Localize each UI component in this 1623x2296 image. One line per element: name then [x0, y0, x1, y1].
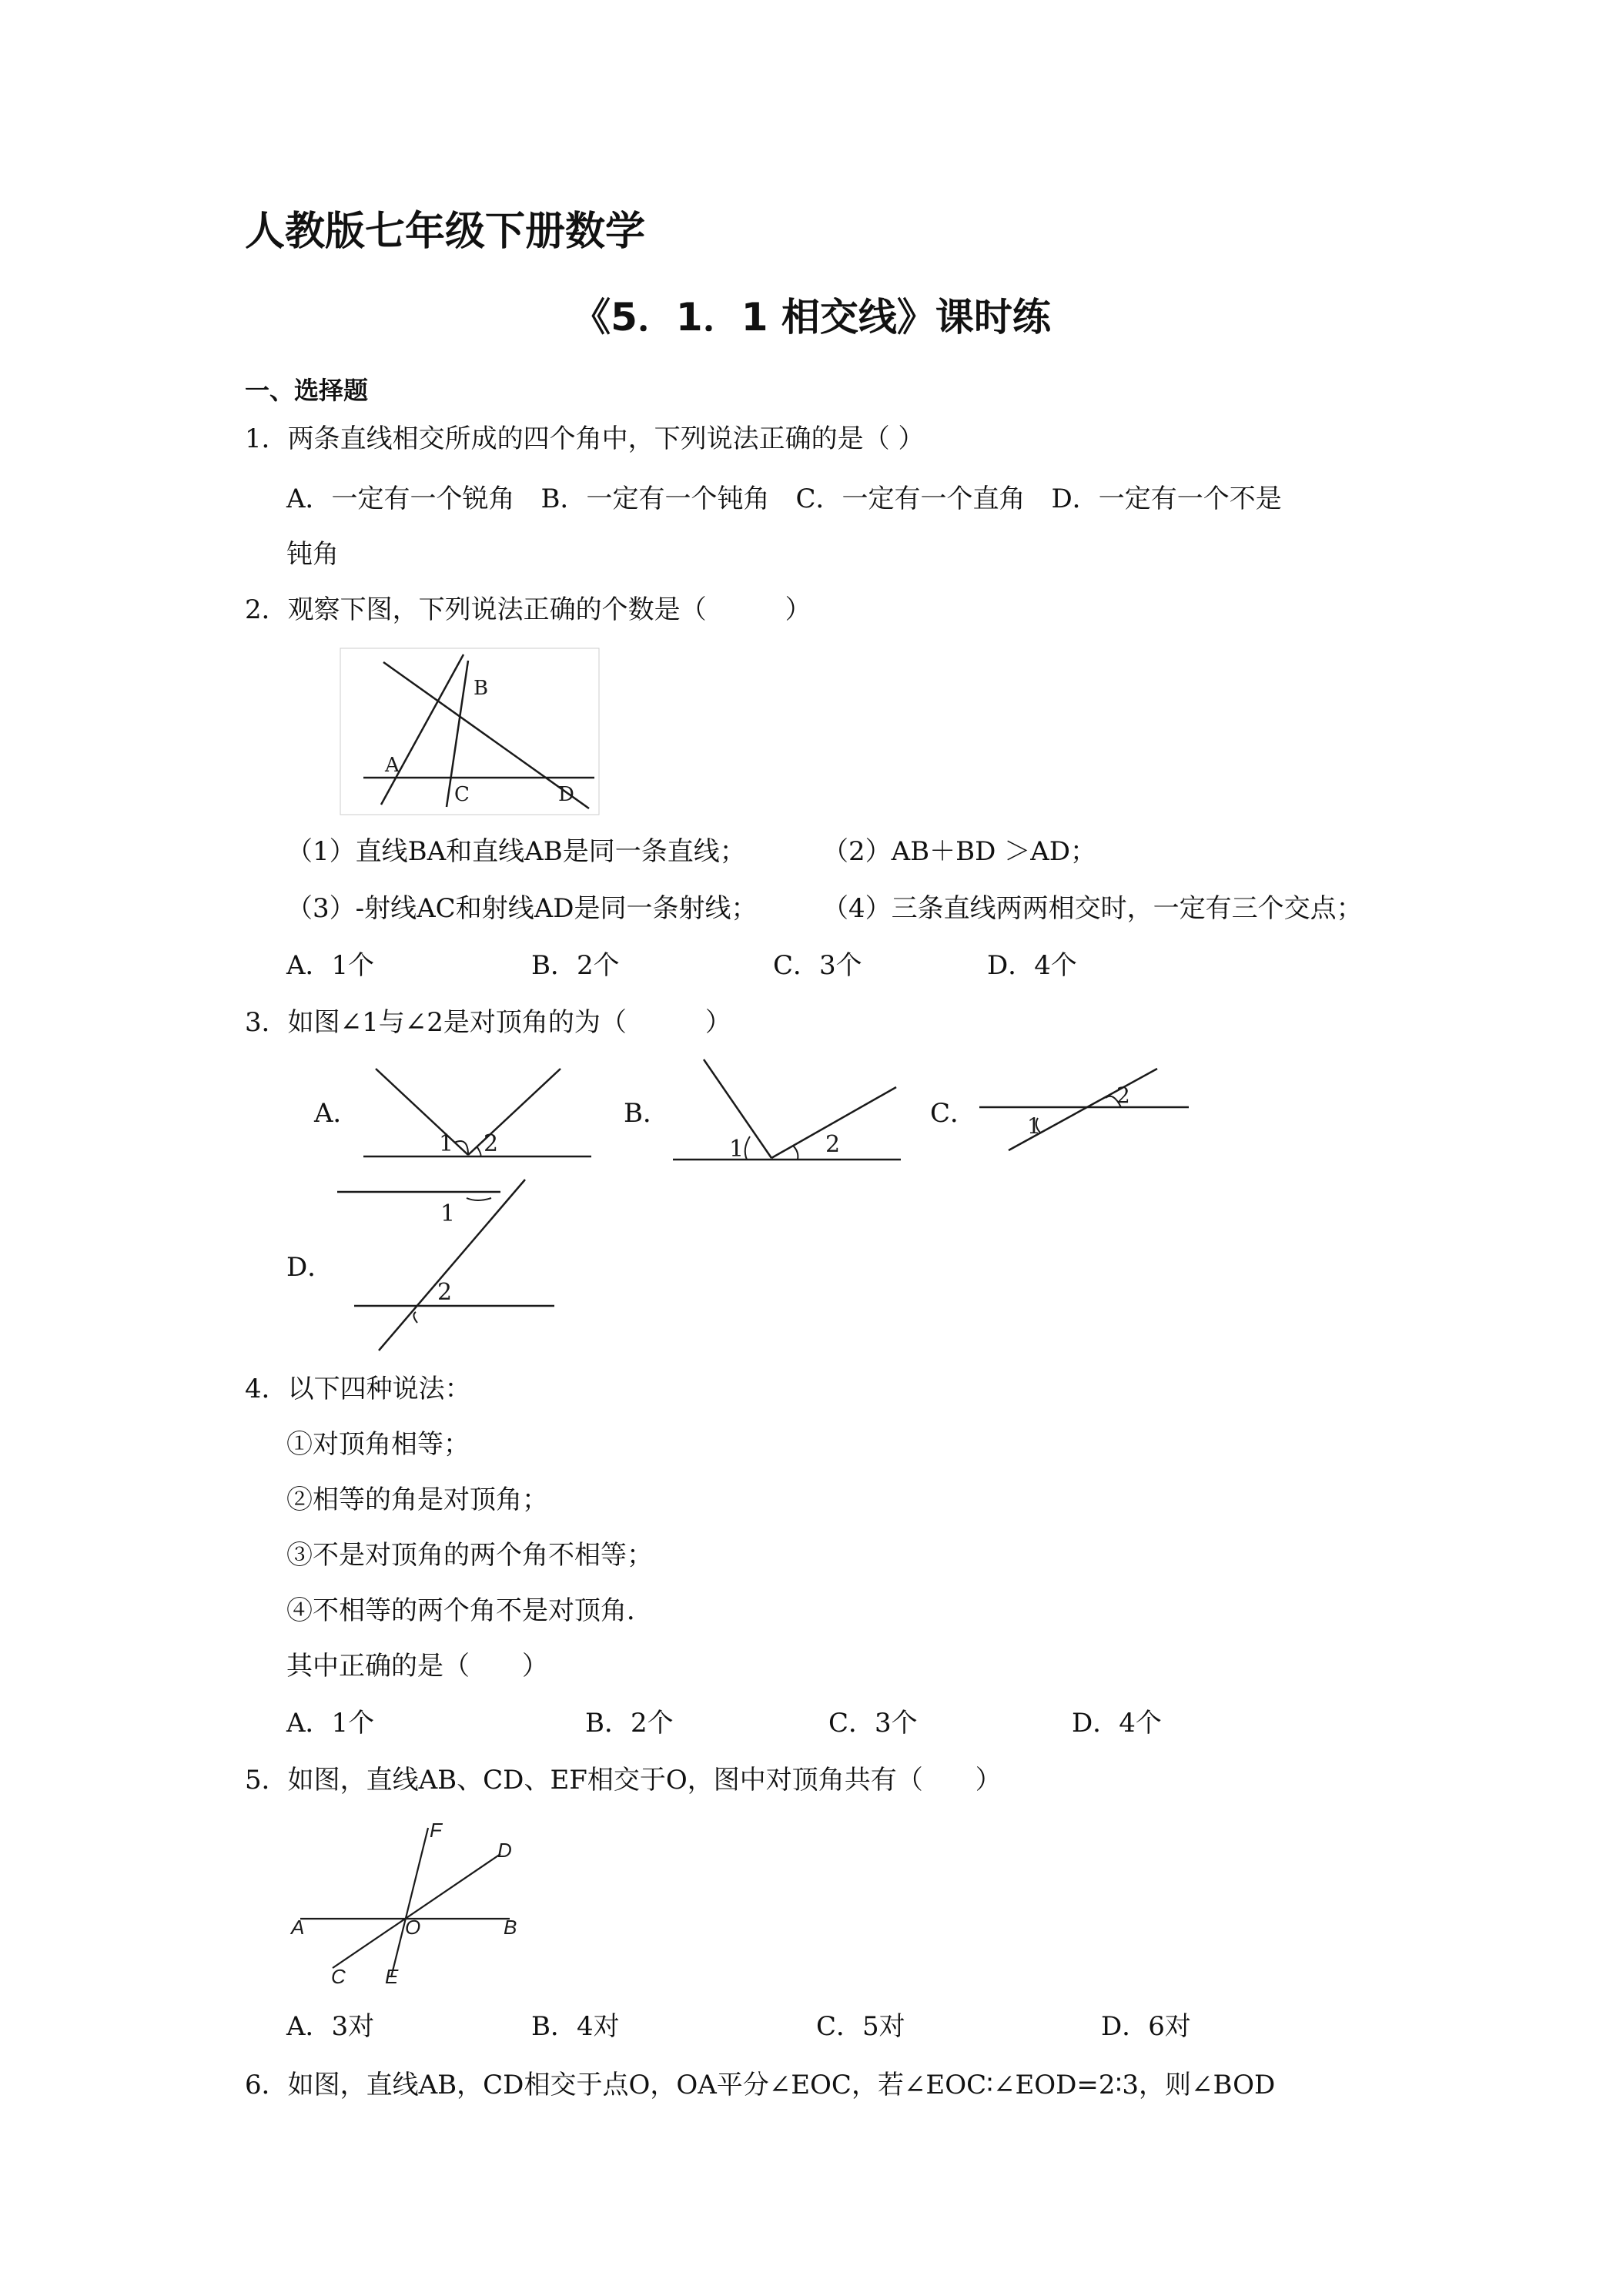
q3d-angle-2: 2	[437, 1279, 453, 1306]
q3b-angle-1: 1	[729, 1136, 745, 1163]
q2-stem: 2．观察下图，下列说法正确的个数是（ ）	[245, 594, 812, 625]
q6-stem: 6．如图，直线AB，CD相交于点O，OA平分∠EOC，若∠EOC∶∠EOD=2∶3，则∠BOD	[245, 2070, 1276, 2100]
q3d-angle-1: 1	[440, 1200, 456, 1227]
section-heading: 一、选择题	[245, 376, 369, 405]
document-subtitle: 人教版七年级下册数学	[245, 209, 646, 255]
q3-option-c-label: C．	[930, 1098, 977, 1129]
q2-option-a: A．1个	[286, 950, 375, 981]
q4-item-1: ①对顶角相等；	[286, 1429, 470, 1460]
q2-label-c: C	[454, 783, 470, 806]
q5-figure	[285, 1817, 531, 1986]
q4-option-a: A．1个	[286, 1708, 375, 1739]
q4-option-c: C．3个	[828, 1708, 918, 1739]
q2-label-d: D	[558, 783, 574, 806]
q3c-angle-2: 2	[1116, 1083, 1130, 1108]
q1-options: A．一定有一个锐角 B．一定有一个钝角 C．一定有一个直角 D．一定有一个不是	[286, 484, 1282, 514]
q4-item-2: ②相等的角是对顶角；	[286, 1484, 548, 1515]
q5-label-d: D	[497, 1839, 512, 1862]
q5-option-d: D．6对	[1101, 2011, 1191, 2042]
q5-option-c: C．5对	[816, 2011, 905, 2042]
q5-label-e: E	[385, 1965, 399, 1988]
q3-stem: 3．如图∠1与∠2是对顶角的为（ ）	[245, 1007, 731, 1038]
q2-label-b: B	[474, 677, 489, 700]
q3b-angle-2: 2	[825, 1131, 841, 1158]
q3-figure-b	[671, 1056, 902, 1172]
q1-options-wrap: 钝角	[286, 539, 339, 570]
q4-stem: 4．以下四种说法：	[245, 1374, 471, 1404]
q5-label-o: O	[405, 1916, 421, 1939]
q5-option-a: A．3对	[286, 2011, 375, 2042]
q3-option-b-label: B．	[624, 1098, 669, 1129]
q4-ask: 其中正确的是（ ）	[286, 1651, 548, 1682]
q3a-angle-2: 2	[484, 1130, 499, 1157]
q2-label-a: A	[385, 754, 400, 777]
q2-statement-2: （2）AB＋BD ＞AD；	[822, 836, 1097, 867]
q3a-angle-1: 1	[439, 1130, 454, 1157]
q3-figure-a	[362, 1063, 593, 1166]
q2-statement-3: （3）-射线AC和射线AD是同一条射线；	[286, 893, 758, 924]
q4-option-b: B．2个	[585, 1708, 674, 1739]
q2-figure	[339, 647, 601, 816]
q5-label-b: B	[504, 1916, 517, 1939]
q3-option-d-label: D．	[286, 1252, 334, 1283]
q4-item-3: ③不是对顶角的两个角不相等；	[286, 1540, 653, 1571]
q2-option-b: B．2个	[531, 950, 620, 981]
q5-label-f: F	[430, 1819, 442, 1842]
q3-figure-c	[976, 1063, 1192, 1155]
q2-option-c: C．3个	[773, 950, 862, 981]
q5-stem: 5．如图，直线AB、CD、EF相交于O，图中对顶角共有（ ）	[245, 1765, 1002, 1796]
document-title: 《5．1．1 相交线》课时练	[572, 295, 1051, 340]
q5-option-b: B．4对	[531, 2011, 620, 2042]
q4-item-4: ④不相等的两个角不是对顶角．	[286, 1595, 653, 1626]
q3c-angle-1: 1	[1027, 1113, 1041, 1139]
q3-figure-d	[331, 1176, 562, 1355]
q5-label-c: C	[331, 1965, 346, 1988]
q2-option-d: D．4个	[987, 950, 1077, 981]
q1-stem: 1．两条直线相交所成的四个角中，下列说法正确的是（ ）	[245, 423, 925, 454]
q2-statement-4: （4）三条直线两两相交时，一定有三个交点；	[822, 893, 1363, 924]
q4-option-d: D．4个	[1072, 1708, 1162, 1739]
q5-label-a: A	[291, 1916, 305, 1939]
q3-option-a-label: A．	[314, 1098, 360, 1129]
q5-line-ef	[391, 1828, 428, 1977]
q2-statement-1: （1）直线BA和直线AB是同一条直线；	[286, 836, 746, 867]
